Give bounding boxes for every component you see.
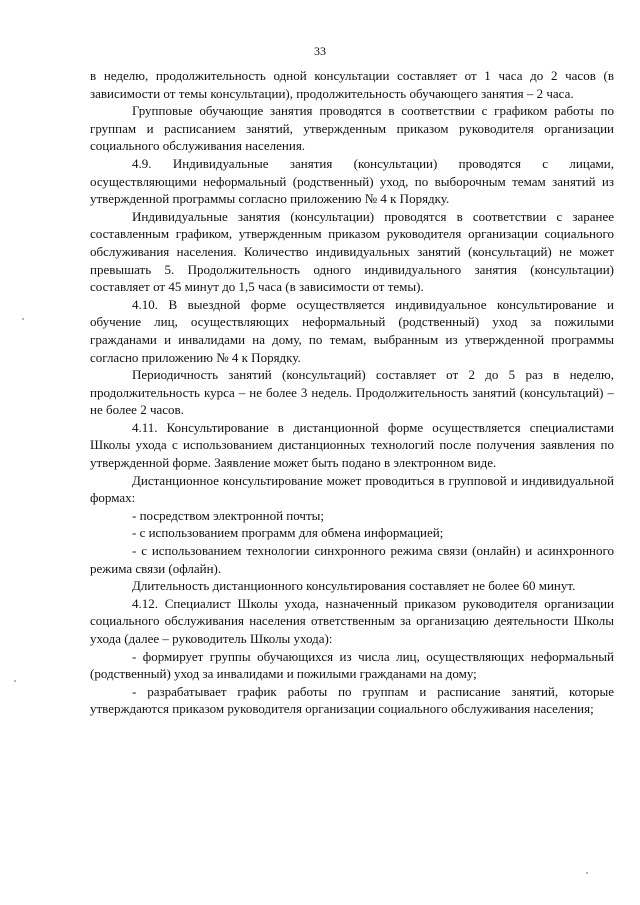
paragraph-4-12: 4.12. Специалист Школы ухода, назначенный приказом руководителя организации социального обслуживания населения ответственным за организацию деятельности Школы ухода (далее – руководитель Школы ухода): — [90, 595, 614, 646]
list-item: - посредством электронной почты; — [132, 507, 324, 523]
paragraph: Групповые обучающие занятия проводятся в соответствии с графиком работы по группам и расписанием занятий, утвержденным приказом руководителя организации социального обслуживания населения. — [90, 103, 614, 154]
scan-speck — [22, 318, 24, 320]
list-item: - разрабатывает график работы по группам и расписание занятий, которые утверждаются приказом руководителя организации социального обслуживания населения; — [90, 683, 614, 717]
paragraph: Дистанционное консультирование может проводиться в групповой и индивидуальной формах: — [90, 472, 614, 506]
scan-speck — [586, 872, 588, 874]
scan-speck — [14, 680, 16, 682]
list-item: - с использованием программ для обмена информацией; — [132, 525, 444, 541]
document-body — [90, 67, 614, 718]
paragraph: Длительность дистанционного консультирования составляет не более 60 минут. — [132, 578, 576, 594]
paragraph: Периодичность занятий (консультаций) составляет от 2 до 5 раз в неделю, продолжительность курса – не более 3 недель. Продолжительность занятий (консультаций) – не более 2 часов. — [90, 367, 614, 418]
page-number: 33 — [314, 44, 326, 58]
list-item: - формирует группы обучающихся из числа лиц, осуществляющих неформальный (родственный) уход за инвалидами и пожилыми гражданами на дому; — [90, 648, 614, 682]
paragraph-4-9: 4.9. Индивидуальные занятия (консультации) проводятся с лицами, осуществляющими неформальный (родственный) уход, по выборочным темам занятий из утвержденной программы согласно приложению № 4 к Порядку. — [90, 155, 614, 207]
paragraph-4-10: 4.10. В выездной форме осуществляется индивидуальное консультирование и обучение лиц, осуществляющих неформальный (родственный) уход за пожилыми гражданами и инвалидами на дому, по темам, выбранным из утвержденной программы согласно приложению № 4 к Порядку. — [90, 296, 614, 365]
paragraph-4-11: 4.11. Консультирование в дистанционной форме осуществляется специалистами Школы ухода с использованием дистанционных технологий после получения заявления по утвержденной форме. Заявление может быть подано в электронном виде. — [90, 419, 614, 471]
paragraph-continuation: в неделю, продолжительность одной консультации составляет от 1 часа до 2 часов (в зависимости от темы консультации), продолжительность обучающего занятия – 2 часа. — [90, 68, 614, 101]
paragraph: Индивидуальные занятия (консультации) проводятся в соответствии с заранее составленным графиком, утвержденным приказом руководителя организации социального обслуживания населения. Количество индивидуальных занятий (консультаций) не может превышать 5. Продолжительность одного индивидуального занятия (консультации) составляет от 45 минут до 1,5 часа (в зависимости от темы). — [90, 208, 614, 295]
list-item: - с использованием технологии синхронного режима связи (онлайн) и асинхронного режима связи (офлайн). — [90, 543, 614, 576]
